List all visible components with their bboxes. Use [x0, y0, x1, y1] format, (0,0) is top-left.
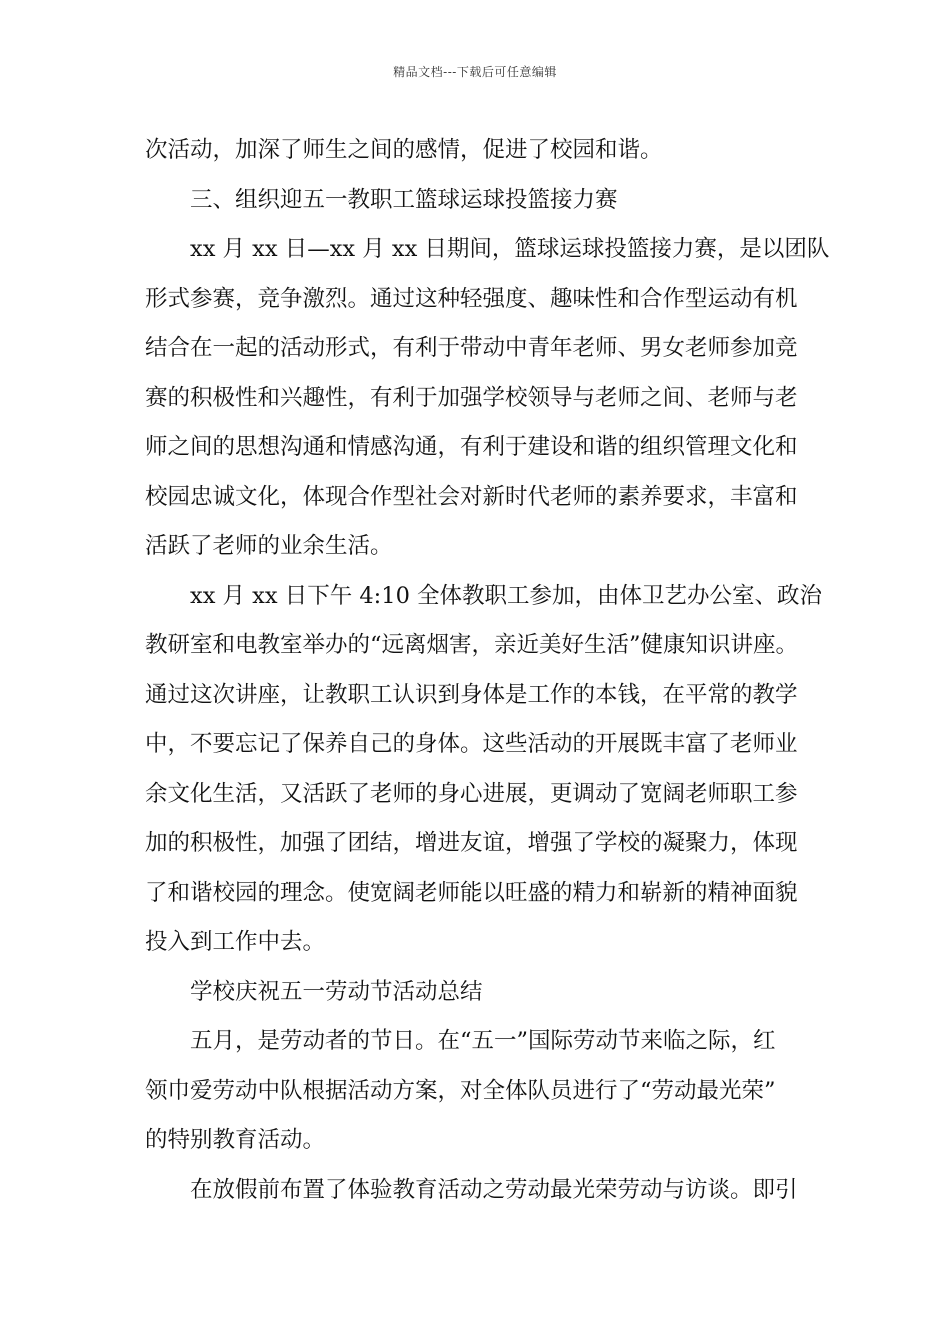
- text-line: 领巾爱劳动中队根据活动方案，对全体队员进行了“劳动最光荣”: [145, 1077, 776, 1104]
- text-line: 次活动，加深了师生之间的感情，促进了校园和谐。: [145, 137, 663, 163]
- text-line: 在放假前布置了体验教育活动之劳动最光荣劳动与访谈。即引: [190, 1176, 798, 1203]
- document-body: [145, 130, 830, 1219]
- text-line: 的特别教育活动。: [145, 1127, 326, 1153]
- text-line: 教研室和电教室举办的“远离烟害，亲近美好生活”健康知识讲座。: [145, 632, 799, 658]
- text-line: 结合在一起的活动形式，有利于带动中青年老师、男女老师参加竞: [145, 335, 798, 361]
- text-line: 投入到工作中去。: [145, 929, 326, 955]
- text-line: 加的积极性，加强了团结，增进友谊，增强了学校的凝聚力，体现: [145, 830, 798, 856]
- text-line: 师之间的思想沟通和情感沟通，有利于建设和谐的组织管理文化和: [145, 434, 798, 460]
- article-title: 学校庆祝五一劳动节活动总结: [190, 978, 483, 1005]
- text-line: xx 月 xx 日—xx 月 xx 日期间，篮球运球投篮接力赛，是以团队: [190, 236, 830, 262]
- text-line: 赛的积极性和兴趣性，有利于加强学校领导与老师之间、老师与老: [145, 384, 798, 411]
- text-line: xx 月 xx 日下午 4:10 全体教职工参加，由体卫艺办公室、政治: [190, 582, 823, 609]
- text-line: 了和谐校园的理念。使宽阔老师能以旺盛的精力和崭新的精神面貌: [145, 879, 798, 906]
- text-line: 形式参赛，竞争激烈。通过这种轻强度、趣味性和合作型运动有机: [145, 285, 798, 312]
- text-line: 余文化生活，又活跃了老师的身心进展，更调动了宽阔老师职工参: [145, 780, 798, 807]
- text-line: 活跃了老师的业余生活。: [145, 533, 393, 559]
- text-line: 中，不要忘记了保养自己的身体。这些活动的开展既丰富了老师业: [145, 731, 798, 757]
- text-line: 校园忠诚文化，体现合作型社会对新时代老师的素养要求，丰富和: [145, 483, 798, 510]
- section-heading: 三、组织迎五一教职工篮球运球投篮接力赛: [190, 186, 618, 213]
- text-line: 五月，是劳动者的节日。在“五一”国际劳动节来临之际，红: [190, 1028, 776, 1054]
- page-header: 精品文档---下载后可任意编辑: [393, 65, 557, 79]
- text-line: 通过这次讲座，让教职工认识到身体是工作的本钱，在平常的教学: [145, 681, 798, 708]
